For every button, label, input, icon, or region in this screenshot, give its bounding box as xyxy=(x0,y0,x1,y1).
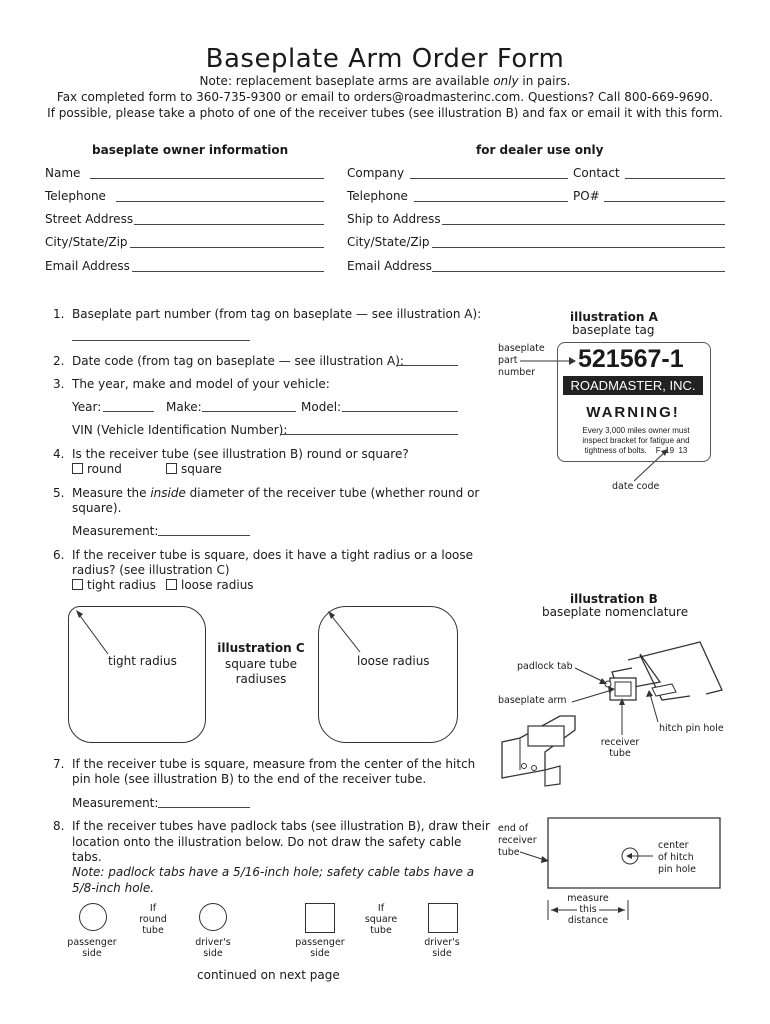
q4-text: Is the receiver tube (see illustration B) round or square? xyxy=(72,447,409,461)
q7-measurement-label: Measurement: xyxy=(72,796,159,810)
make-label: Make: xyxy=(166,400,202,414)
q5-text: Measure the inside diameter of the receiver tube (whether round or xyxy=(72,486,480,500)
q5-measurement-label: Measurement: xyxy=(72,524,159,538)
q6-text-line2: radius? (see illustration C) xyxy=(72,563,230,577)
q7-number: 7. xyxy=(53,757,65,771)
round-passenger-label: passenger side xyxy=(67,937,117,959)
continued-note: continued on next page xyxy=(197,968,340,982)
illus-c-loose-label: loose radius xyxy=(357,654,430,668)
square-option[interactable]: square xyxy=(166,461,222,477)
q8-text: If the receiver tubes have padlock tabs (see illustration B), draw their xyxy=(72,819,490,833)
tag-warning: WARNING! xyxy=(586,404,680,421)
q8-number: 8. xyxy=(53,819,65,833)
baseplate-arm-label: baseplate arm xyxy=(498,695,567,706)
q8-note-line1: Note: padlock tabs have a 5/16-inch hole; safety cable tabs have a xyxy=(72,865,475,879)
hitch-pin-hole-label: hitch pin hole xyxy=(659,723,724,734)
tag-part-number: 521567-1 xyxy=(578,345,684,373)
owner-name-label: Name xyxy=(45,166,81,180)
owner-email-label: Email Address xyxy=(45,259,130,273)
photo-instructions: If possible, please take a photo of one of the receiver tubes (see illustration B) and fax or email it with this form. xyxy=(47,106,723,120)
illus-c-subtitle-1: square tube xyxy=(224,657,297,671)
owner-heading: baseplate owner information xyxy=(92,143,289,157)
padlock-tab-label: padlock tab xyxy=(517,661,573,672)
q3-text: The year, make and model of your vehicle: xyxy=(72,377,330,391)
tag-warning-text: Every 3,000 miles owner must inspect bracket for fatigue and tightness of bolts. F 19 13 xyxy=(582,426,690,455)
square-passenger-label: passenger side xyxy=(295,937,345,959)
if-round-label: If round tube xyxy=(139,903,167,936)
owner-telephone-label: Telephone xyxy=(45,189,106,203)
round-driver-label: driver's side xyxy=(195,937,231,959)
q7-text-line2: pin hole (see illustration B) to the end of the receiver tube. xyxy=(72,772,427,786)
date-code-label: date code xyxy=(612,481,660,492)
illus-b-subtitle: baseplate nomenclature xyxy=(542,605,689,619)
illus-a-subtitle: baseplate tag xyxy=(572,323,655,337)
dealer-contact-label: Contact xyxy=(573,166,620,180)
dealer-company-label: Company xyxy=(347,166,405,180)
q3-number: 3. xyxy=(53,377,65,391)
square-driver-label: driver's side xyxy=(424,937,460,959)
q2-number: 2. xyxy=(53,354,65,368)
tag-brand: ROADMASTER, INC. xyxy=(563,376,703,395)
illus-a-title: illustration A xyxy=(570,310,658,324)
page-title: Baseplate Arm Order Form xyxy=(205,44,565,74)
end-of-tube-label: end of receiver tube xyxy=(498,823,537,858)
dealer-email-label: Email Address xyxy=(347,259,432,273)
dealer-telephone-label: Telephone xyxy=(347,189,408,203)
q8-text-line2: location onto the illustration below. Do not draw the safety cable xyxy=(72,835,462,849)
dealer-heading: for dealer use only xyxy=(476,143,604,157)
illus-c-title: illustration C xyxy=(217,641,305,655)
fax-instructions: Fax completed form to 360-735-9300 or email to orders@roadmasterinc.com. Questions? Call 800-669-9690. xyxy=(56,90,714,104)
illus-c-tight-label: tight radius xyxy=(108,654,177,668)
q5-number: 5. xyxy=(53,486,65,500)
dealer-po-label: PO# xyxy=(573,189,600,203)
q7-text: If the receiver tube is square, measure from the center of the hitch xyxy=(72,757,476,771)
vin-label: VIN (Vehicle Identification Number): xyxy=(72,423,288,437)
q6-text: If the receiver tube is square, does it have a tight radius or a loose xyxy=(72,548,474,562)
illus-c-subtitle-2: radiuses xyxy=(235,672,287,686)
q6-number: 6. xyxy=(53,548,65,562)
q4-number: 4. xyxy=(53,447,65,461)
q1-number: 1. xyxy=(53,307,65,321)
q8-note-line2: 5/8-inch hole. xyxy=(72,881,155,895)
q5-text-line2: square). xyxy=(72,501,122,515)
dealer-city-label: City/State/Zip xyxy=(347,235,430,249)
round-option[interactable]: round xyxy=(72,461,122,477)
owner-street-label: Street Address xyxy=(45,212,134,226)
model-label: Model: xyxy=(301,400,342,414)
q8-text-line3: tabs. xyxy=(72,850,102,864)
year-label: Year: xyxy=(72,400,102,414)
if-square-label: If square tube xyxy=(364,903,398,936)
pairs-note: Note: replacement baseplate arms are available only in pairs. xyxy=(199,74,571,88)
q2-text: Date code (from tag on baseplate — see illustration A): xyxy=(72,354,404,368)
receiver-tube-label: receiver tube xyxy=(600,737,640,759)
tight-radius-option[interactable]: tight radius xyxy=(72,577,156,593)
loose-radius-option[interactable]: loose radius xyxy=(166,577,254,593)
q1-text: Baseplate part number (from tag on baseplate — see illustration A): xyxy=(72,307,482,321)
tag-date-code-value: F 19 13 xyxy=(655,446,688,455)
measure-distance-label: measure this distance xyxy=(567,893,609,926)
illus-b-title: illustration B xyxy=(570,592,658,606)
illus-a-part-number-label: baseplate part number xyxy=(498,343,545,378)
dealer-ship-label: Ship to Address xyxy=(347,212,441,226)
owner-city-label: City/State/Zip xyxy=(45,235,128,249)
center-hitch-label: center of hitch pin hole xyxy=(658,840,697,875)
